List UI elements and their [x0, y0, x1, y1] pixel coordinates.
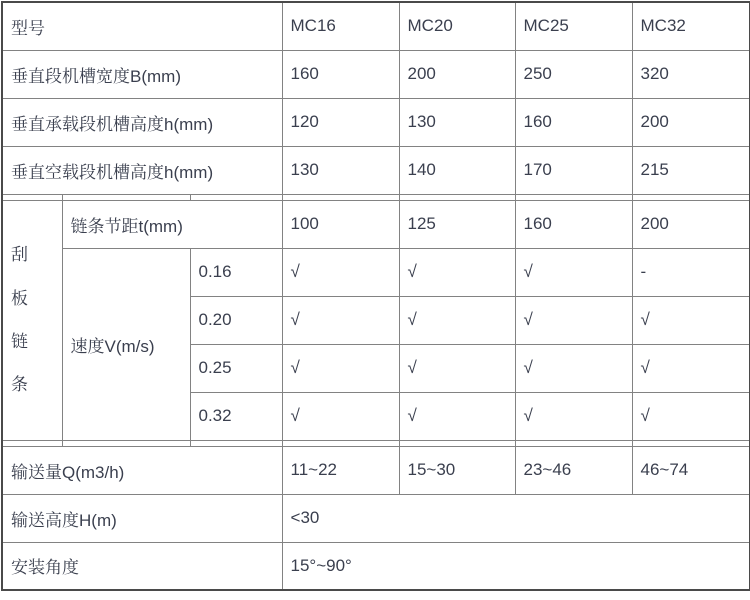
check-cell: √: [515, 392, 632, 440]
model-mc25-cell: MC25: [515, 2, 632, 50]
row-empty-height: [2, 146, 750, 194]
speed-value-cell: 0.16: [190, 248, 282, 296]
value-cell: 100: [282, 200, 399, 248]
check-cell: √: [282, 296, 399, 344]
empty-height-label-cell: 垂直空载段机槽高度h(mm): [2, 146, 282, 194]
check-cell: √: [632, 392, 750, 440]
value-cell: 125: [399, 200, 515, 248]
value-cell: 160: [515, 200, 632, 248]
model-mc32-cell: MC32: [632, 2, 750, 50]
row-loaded-height: [2, 98, 750, 146]
value-cell: 160: [515, 98, 632, 146]
row-capacity: [2, 446, 750, 494]
speed-value-cell: 0.32: [190, 392, 282, 440]
chain-pitch-label-cell: 链条节距t(mm): [62, 200, 282, 248]
value-cell: 15~30: [399, 446, 515, 494]
conveyor-spec-table: [1, 1, 750, 591]
value-cell: 250: [515, 50, 632, 98]
conveying-height-label-cell: 输送高度H(m): [2, 494, 282, 542]
value-cell: 170: [515, 146, 632, 194]
row-model: [2, 2, 750, 50]
scraper-chain-group-label: 刮板链条: [11, 245, 28, 395]
install-angle-label-cell: 安装角度: [2, 542, 282, 590]
value-cell: 320: [632, 50, 750, 98]
check-cell: √: [399, 296, 515, 344]
row-conveying-height: [2, 494, 750, 542]
scraper-chain-group-cell: [2, 200, 62, 440]
check-cell: √: [515, 344, 632, 392]
check-cell: -: [632, 248, 750, 296]
model-label-cell: 型号: [2, 2, 282, 50]
trough-width-label-cell: 垂直段机槽宽度B(mm): [2, 50, 282, 98]
model-mc20-cell: MC20: [399, 2, 515, 50]
value-cell: 140: [399, 146, 515, 194]
check-cell: √: [282, 344, 399, 392]
value-cell: 23~46: [515, 446, 632, 494]
value-cell: 215: [632, 146, 750, 194]
check-cell: √: [399, 392, 515, 440]
check-cell: √: [282, 248, 399, 296]
value-cell: 130: [399, 98, 515, 146]
row-trough-width: [2, 50, 750, 98]
check-cell: √: [632, 344, 750, 392]
value-cell: 11~22: [282, 446, 399, 494]
check-cell: √: [282, 392, 399, 440]
value-cell: 130: [282, 146, 399, 194]
value-cell: 200: [632, 98, 750, 146]
check-cell: √: [515, 248, 632, 296]
check-cell: √: [515, 296, 632, 344]
value-cell: 46~74: [632, 446, 750, 494]
check-cell: √: [399, 344, 515, 392]
value-cell: 200: [399, 50, 515, 98]
conveying-height-value-cell: <30: [282, 494, 750, 542]
row-chain-pitch: [2, 200, 750, 248]
value-cell: 200: [632, 200, 750, 248]
loaded-height-label-cell: 垂直承载段机槽高度h(mm): [2, 98, 282, 146]
install-angle-value-cell: 15°~90°: [282, 542, 750, 590]
value-cell: 120: [282, 98, 399, 146]
model-mc16-cell: MC16: [282, 2, 399, 50]
speed-label-cell: 速度V(m/s): [62, 248, 190, 440]
speed-value-cell: 0.20: [190, 296, 282, 344]
row-speed-016: [2, 248, 750, 296]
check-cell: √: [399, 248, 515, 296]
row-install-angle: [2, 542, 750, 590]
speed-value-cell: 0.25: [190, 344, 282, 392]
capacity-label-cell: 输送量Q(m3/h): [2, 446, 282, 494]
check-cell: √: [632, 296, 750, 344]
value-cell: 160: [282, 50, 399, 98]
